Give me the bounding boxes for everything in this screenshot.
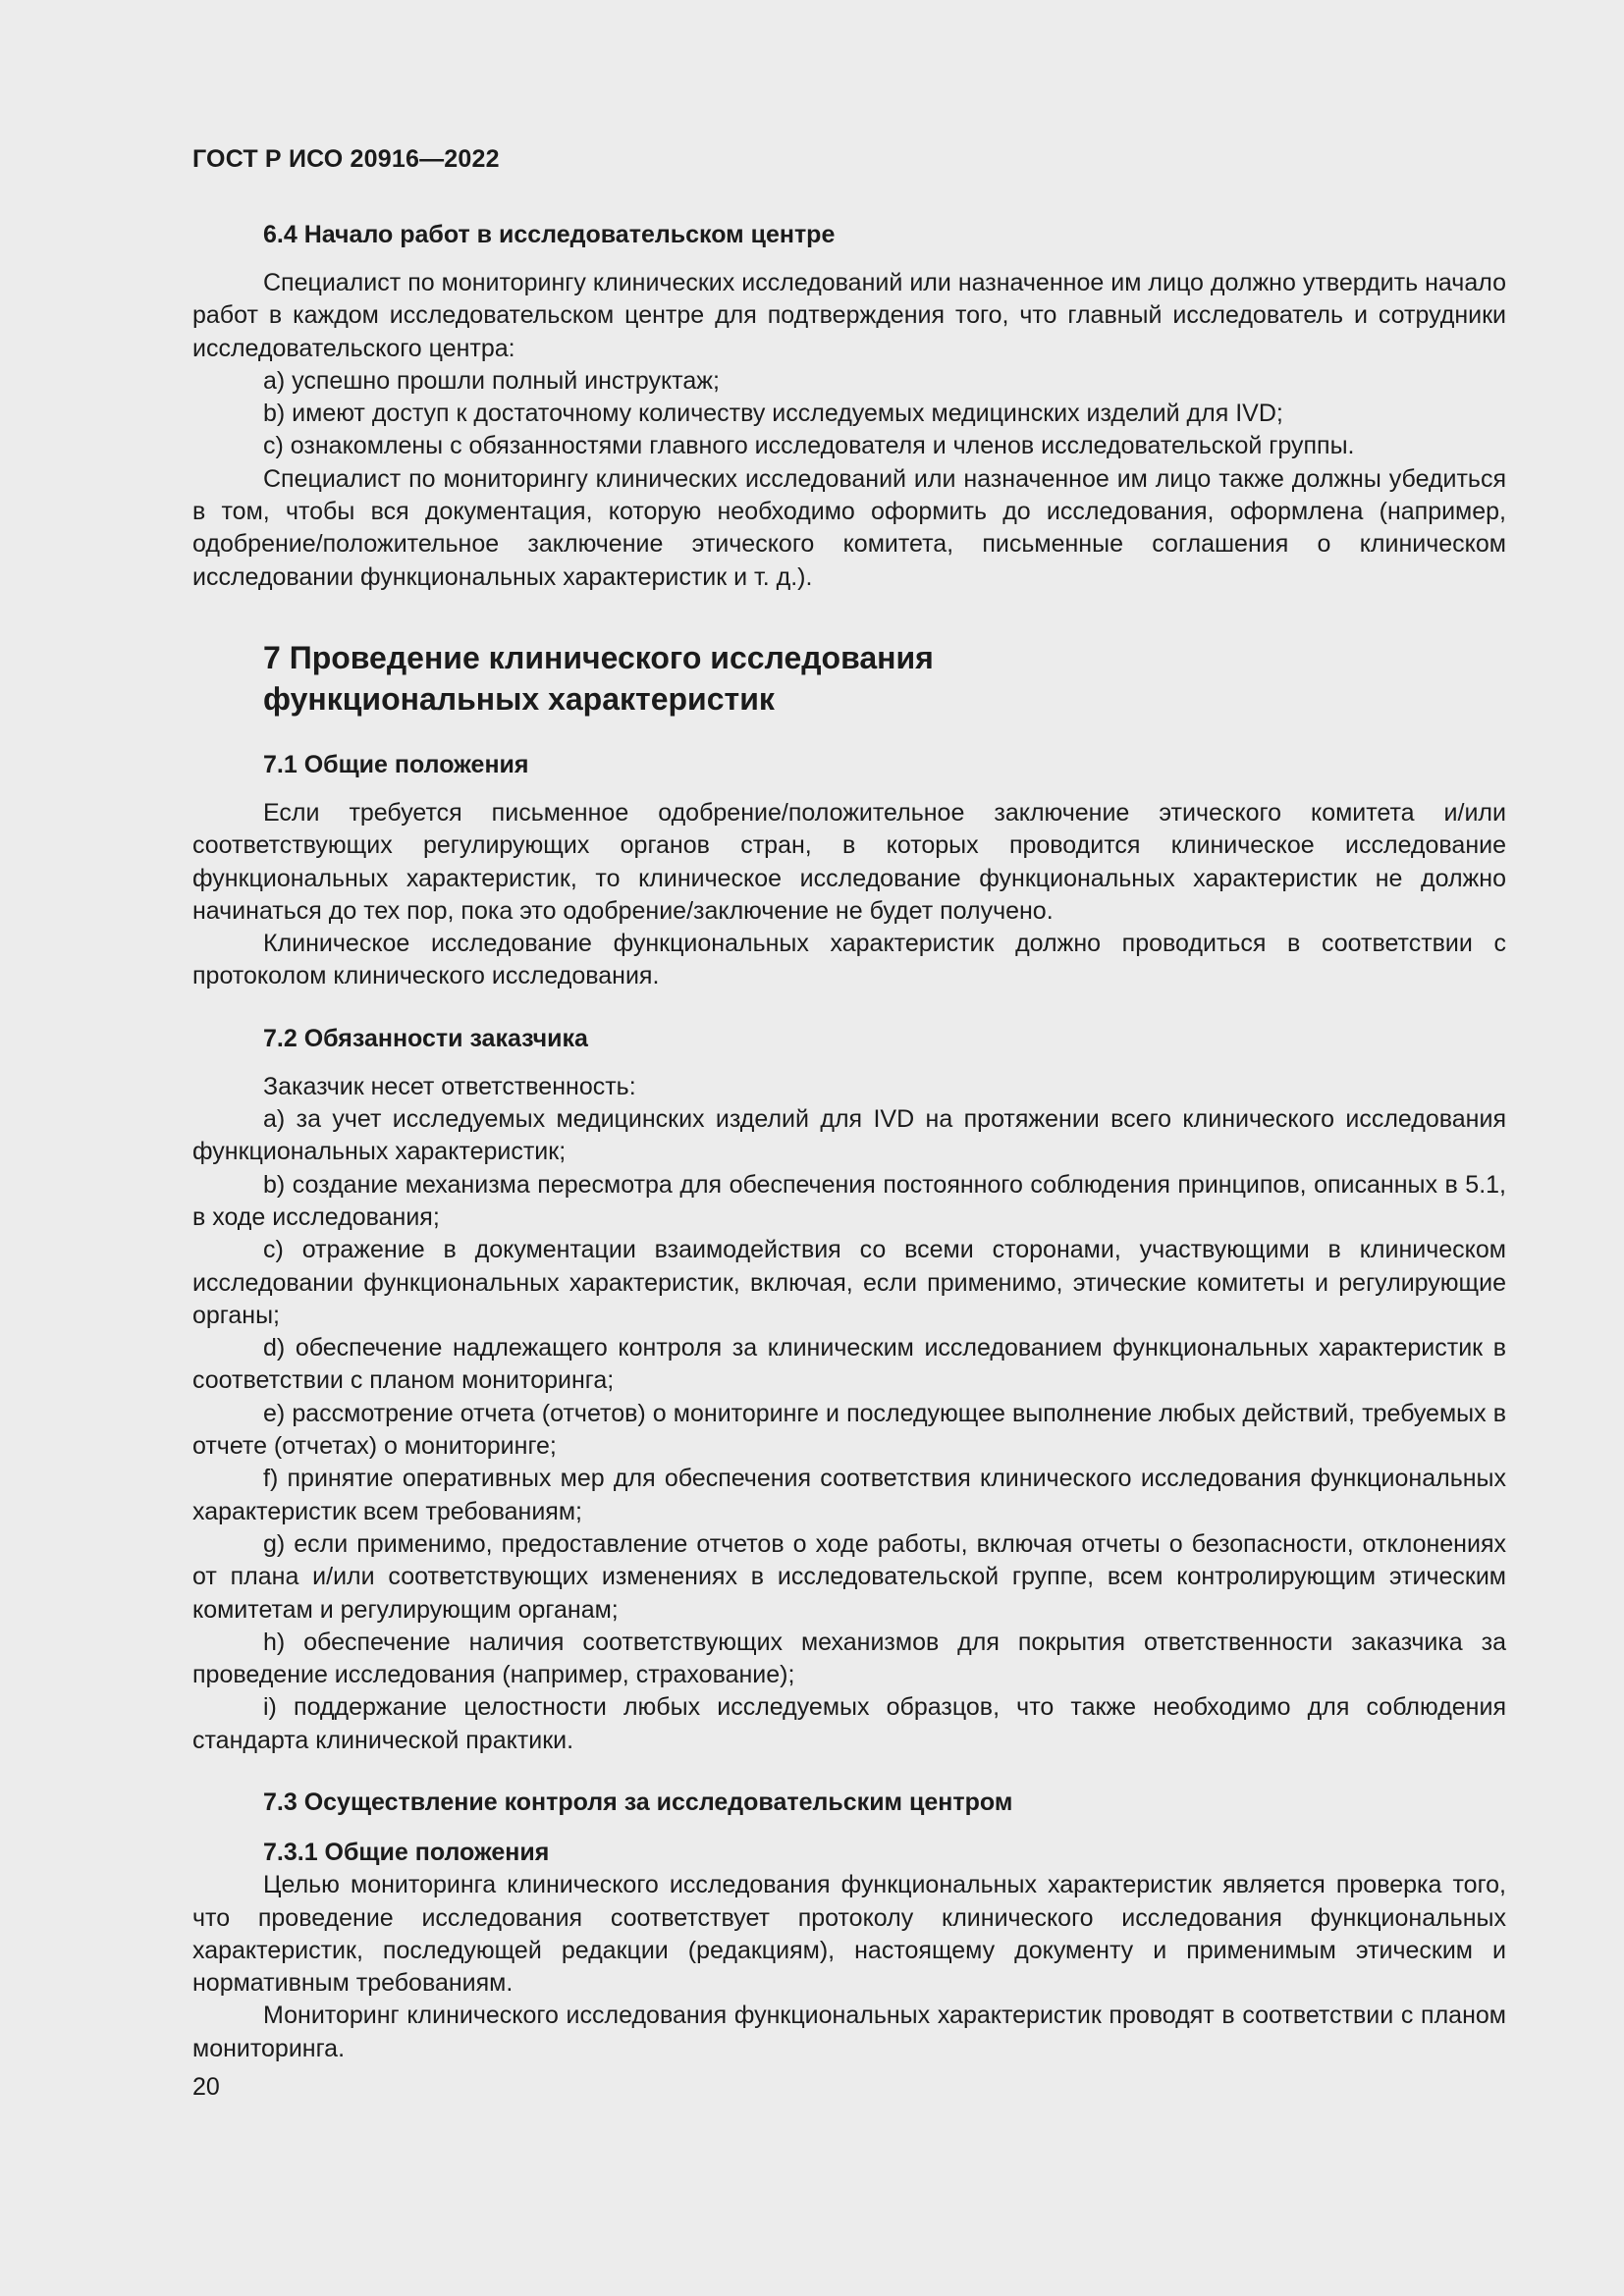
list-item: а) успешно прошли полный инструктаж;: [263, 366, 720, 395]
list-item: а) за учет исследуемых медицинских изделий для IVD на протяжении всего клинического исследования функциональных характеристик;: [192, 1105, 1506, 1166]
chapter-title-line: 7 Проведение клинического исследования: [263, 639, 934, 675]
list-item: g) если применимо, предоставление отчетов о ходе работы, включая отчеты о безопасности, отклонениях от плана и/или соответствующих изменениях в исследовательской группе, всем контролирующим этическим комитетам и регулирующим органам;: [192, 1529, 1506, 1624]
paragraph: Если требуется письменное одобрение/положительное заключение этического комитета и/или соответствующих регулирующих органов стран, в которых проводится клиническое исследование функциональных характеристик, то клиническое исследование функциональных характеристик не должно начинаться до тех пор, пока это одобрение/заключение не будет получено.: [192, 798, 1506, 925]
document-page: [192, 145, 1506, 2065]
section-7-3-1-title: 7.3.1 Общие положения: [263, 1838, 550, 1866]
section-7-3-title: 7.3 Осуществление контроля за исследовательским центром: [263, 1788, 1013, 1816]
section-6-4-title: 6.4 Начало работ в исследовательском центре: [263, 221, 836, 248]
list-item: h) обеспечение наличия соответствующих механизмов для покрытия ответственности заказчика за проведение исследования (например, страхование);: [192, 1628, 1506, 1689]
list-item: b) имеют доступ к достаточному количеству исследуемых медицинских изделий для IVD;: [263, 400, 1283, 428]
chapter-7-title: [263, 637, 1506, 720]
list-item: i) поддержание целостности любых исследуемых образцов, что также необходимо для соблюдения стандарта клинической практики.: [192, 1693, 1506, 1754]
list-item: d) обеспечение надлежащего контроля за клиническим исследованием функциональных характеристик в соответствии с планом мониторинга;: [192, 1334, 1506, 1395]
paragraph: Специалист по мониторингу клинических исследований или назначенное им лицо должно утвердить начало работ в каждом исследовательском центре для подтверждения того, что главный исследователь и сотрудники исследовательского центра:: [192, 269, 1506, 362]
list-item: b) создание механизма пересмотра для обеспечения постоянного соблюдения принципов, описанных в 5.1, в ходе исследования;: [192, 1170, 1506, 1231]
chapter-title-line: функциональных характеристик: [263, 680, 775, 717]
paragraph: Специалист по мониторингу клинических исследований или назначенное им лицо также должны убедиться в том, чтобы вся документация, которую необходимо оформить до исследования, оформлена (например, одобрение/положительное заключение этического комитета, письменные соглашения о клиническом исследовании функциональных характеристик и т. д.).: [192, 464, 1506, 591]
section-7-2-title: 7.2 Обязанности заказчика: [263, 1024, 588, 1052]
list-item: е) рассмотрение отчета (отчетов) о мониторинге и последующее выполнение любых действий, требуемых в отчете (отчетах) о мониторинге;: [192, 1399, 1506, 1461]
section-7-1-title: 7.1 Общие положения: [263, 750, 529, 778]
paragraph: Мониторинг клинического исследования функциональных характеристик проводят в соответствии с планом мониторинга.: [192, 2002, 1506, 2062]
paragraph: Заказчик несет ответственность:: [263, 1072, 636, 1100]
page-number: 20: [192, 2073, 220, 2101]
paragraph: Целью мониторинга клинического исследования функциональных характеристик является проверка того, что проведение исследования соответствует протоколу клинического исследования функциональных характеристик, последующей редакции (редакциям), настоящему документу и применимым этическим и нормативным требованиям.: [192, 1871, 1506, 1998]
paragraph: Клиническое исследование функциональных характеристик должно проводиться в соответствии с протоколом клинического исследования.: [192, 930, 1506, 990]
list-item: с) отражение в документации взаимодействия со всеми сторонами, участвующими в клиническом исследовании функциональных характеристик, включая, если применимо, этические комитеты и регулирующие органы;: [192, 1236, 1506, 1329]
list-item: с) ознакомлены с обязанностями главного исследователя и членов исследовательской группы.: [263, 432, 1355, 460]
document-header: ГОСТ Р ИСО 20916—2022: [192, 145, 500, 173]
list-item: f) принятие оперативных мер для обеспечения соответствия клинического исследования функциональных характеристик всем требованиям;: [192, 1465, 1506, 1525]
